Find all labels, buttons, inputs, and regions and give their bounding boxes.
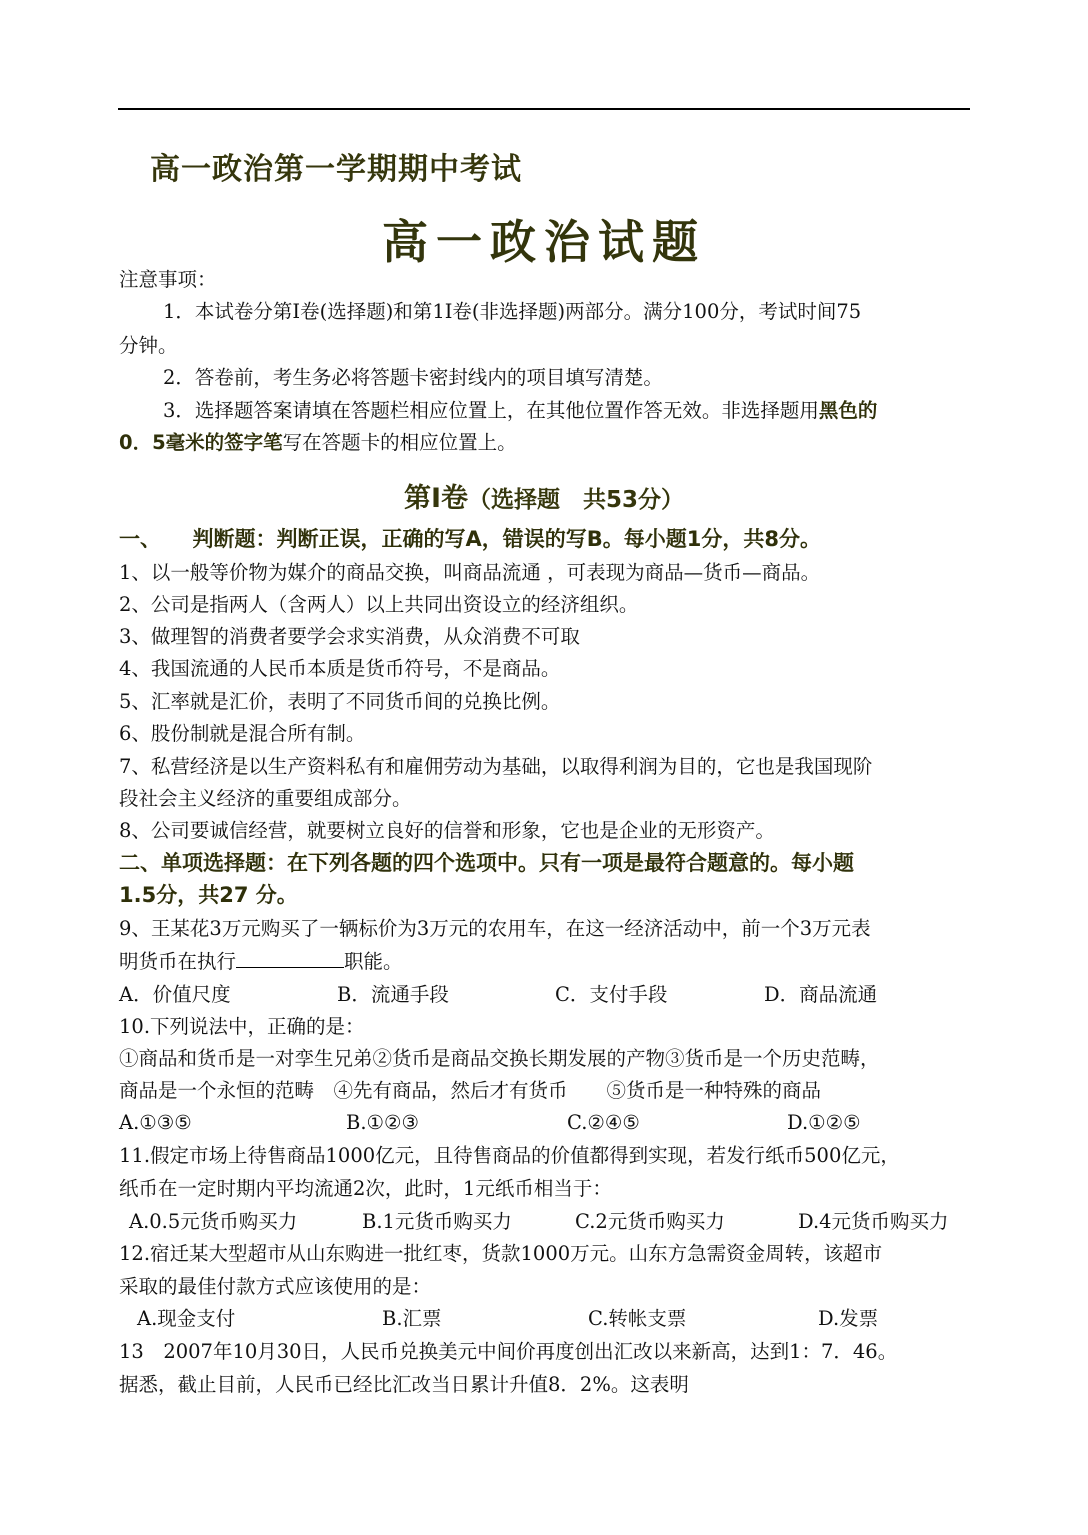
- question-9-cont: [119, 949, 403, 975]
- q10-option-a: A.①③⑤: [119, 1111, 192, 1134]
- notice-heading: 注意事项：: [119, 268, 217, 291]
- section-title-main: 第Ⅰ卷: [403, 483, 469, 514]
- q12-option-a: A.现金支付: [137, 1307, 236, 1330]
- question-13-cont: 据悉，截止目前，人民币已经比汇改当日累计升值8．2%。这表明: [119, 1373, 689, 1396]
- notice-item-3-text: 3．选择题答案请填在答题栏相应位置上，在其他位置作答无效。非选择题用: [163, 399, 819, 422]
- q10-option-c: C.②④⑤: [567, 1111, 640, 1134]
- q10-option-b: B.①②③: [346, 1111, 419, 1134]
- notice-item-1: 1．本试卷分第Ⅰ卷(选择题)和第1I卷(非选择题)两部分。满分100分，考试时间75: [163, 300, 862, 323]
- part2-heading-cont: 1.5分，共27 分。: [119, 883, 298, 907]
- notice-item-1-cont: 分钟。: [119, 334, 178, 357]
- notice-item-3: [163, 398, 877, 424]
- question-7-cont: 段社会主义经济的重要组成部分。: [119, 787, 412, 810]
- notice-pen-spec: 0．5毫米的签字笔: [119, 431, 283, 454]
- question-8: 8、公司要诚信经营，就要树立良好的信誉和形象，它也是企业的无形资产。: [119, 819, 775, 842]
- main-title: 高一政治试题: [382, 215, 706, 269]
- q11-option-b: B.1元货币购买力: [362, 1210, 512, 1233]
- question-6: 6、股份制就是混合所有制。: [119, 722, 366, 745]
- q10-option-d: D.①②⑤: [787, 1111, 861, 1134]
- notice-item-3-tail: 写在答题卡的相应位置上。: [282, 431, 517, 454]
- answer-blank: [236, 949, 344, 968]
- part2-heading: 二、单项选择题：在下列各题的四个选项中。只有一项是最符合题意的。每小题: [119, 851, 854, 875]
- question-11: 11.假定市场上待售商品1000亿元，且待售商品的价值都得到实现，若发行纸币500亿元，: [119, 1144, 900, 1167]
- question-4: 4、我国流通的人民币本质是货币符号，不是商品。: [119, 657, 561, 680]
- q12-option-b: B.汇票: [382, 1307, 442, 1330]
- question-10: 10.下列说法中，正确的是：: [119, 1015, 365, 1038]
- exam-title: 高一政治第一学期期中考试: [150, 152, 522, 187]
- q11-option-d: D.4元货币购买力: [798, 1210, 949, 1233]
- question-1: 1、以一般等价物为媒介的商品交换，叫商品流通 ，可表现为商品—货币—商品。: [119, 561, 821, 584]
- question-10-statements: ①商品和货币是一对孪生兄弟②货币是商品交换长期发展的产物③货币是一个历史范畴，: [119, 1047, 880, 1070]
- question-12-cont: 采取的最佳付款方式应该使用的是：: [119, 1275, 432, 1298]
- question-10-statements-cont: 商品是一个永恒的范畴 ④先有商品，然后才有货币 ⑤货币是一种特殊的商品: [119, 1079, 822, 1102]
- question-7: 7、私营经济是以生产资料私有和雇佣劳动为基础，以取得利润为目的，它也是我国现阶: [119, 755, 873, 778]
- q11-option-c: C.2元货币购买力: [575, 1210, 725, 1233]
- q9-option-a: A．价值尺度: [119, 983, 231, 1006]
- question-3: 3、做理智的消费者要学会求实消费，从众消费不可取: [119, 625, 580, 648]
- part1-heading: 一、 判断题：判断正误，正确的写A，错误的写B。每小题1分，共8分。: [119, 527, 821, 551]
- section-title-sub: （选择题 共53分）: [468, 487, 685, 513]
- q12-option-d: D.发票: [818, 1307, 879, 1330]
- question-11-cont: 纸币在一定时期内平均流通2次，此时，1元纸币相当于：: [119, 1177, 612, 1200]
- notice-item-3-cont: [119, 430, 517, 456]
- q9-option-d: D．商品流通: [764, 983, 878, 1006]
- q12-option-c: C.转帐支票: [588, 1307, 687, 1330]
- question-2: 2、公司是指两人（含两人）以上共同出资设立的经济组织。: [119, 593, 639, 616]
- question-9: 9、王某花3万元购买了一辆标价为3万元的农用车，在这一经济活动中，前一个3万元表: [119, 917, 871, 940]
- q9-option-c: C．支付手段: [555, 983, 668, 1006]
- question-13: 13 2007年10月30日，人民币兑换美元中间价再度创出汇改以来新高，达到1：7．46。: [119, 1340, 898, 1363]
- notice-item-2: 2．答卷前，考生务必将答题卡密封线内的项目填写清楚。: [163, 366, 663, 389]
- question-12: 12.宿迁某大型超市从山东购进一批红枣，货款1000万元。山东方急需资金周转，该超市: [119, 1242, 883, 1265]
- q11-option-a: A.0.5元货币购买力: [129, 1210, 298, 1233]
- notice-item-3-bold: 黑色的: [818, 399, 878, 422]
- question-9-tail: 职能。: [344, 950, 403, 973]
- q9-option-b: B．流通手段: [337, 983, 449, 1006]
- section-title: [0, 476, 1088, 515]
- question-9-text: 明货币在执行: [119, 950, 237, 973]
- header-rule: [118, 108, 970, 110]
- question-5: 5、汇率就是汇价，表明了不同货币间的兑换比例。: [119, 690, 561, 713]
